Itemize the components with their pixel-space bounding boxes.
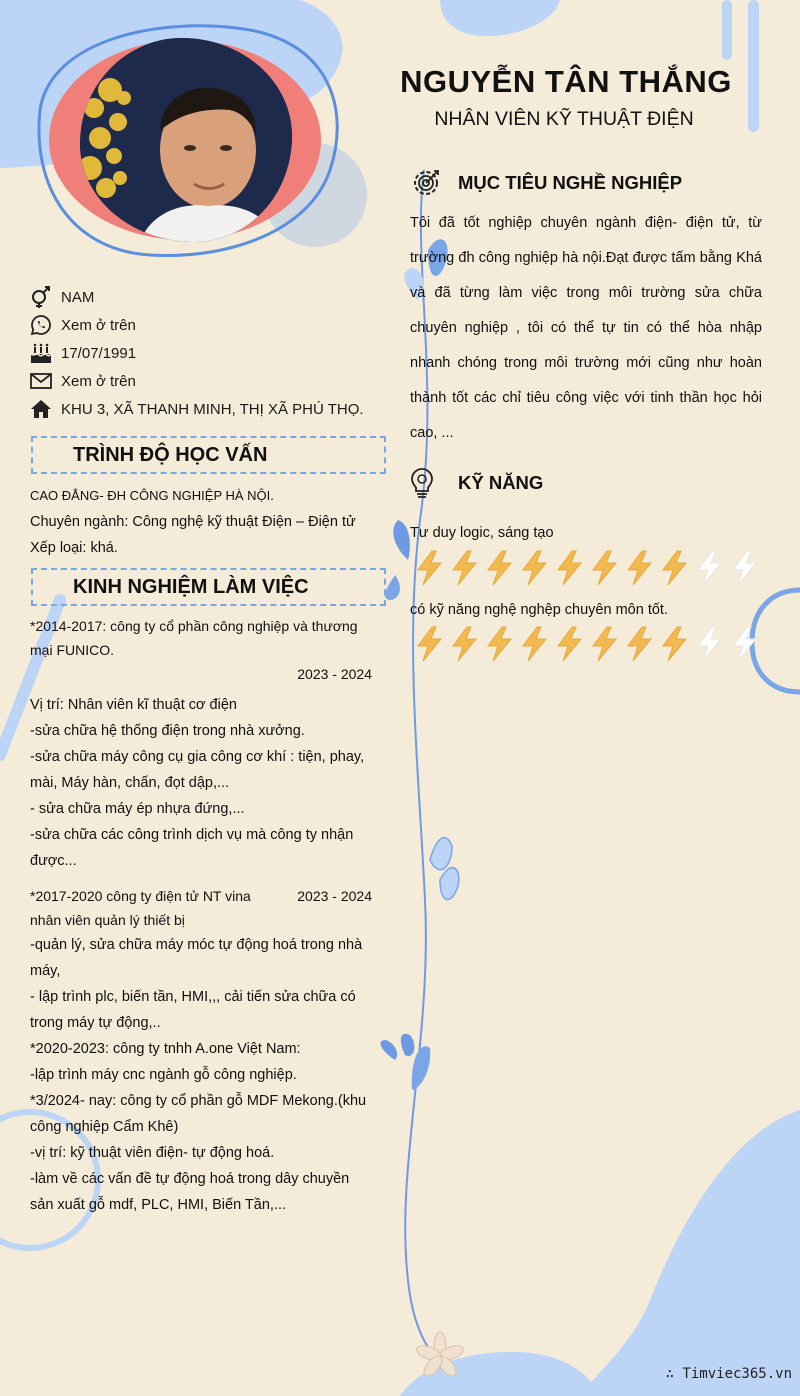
brand-watermark: ∴ Timviec365.vn [665,1366,792,1382]
bolt-empty-icon [727,624,762,664]
education-content [30,483,370,561]
experience-line: - lập trình plc, biến tần, HMI,,, cải tiến sửa chữa có trong máy tự động,.. [30,989,356,1031]
gender-icon [30,286,61,308]
bolt-filled-icon [587,624,622,664]
objective-title: MỤC TIÊU NGHỀ NGHIỆP [458,172,683,193]
bolt-filled-icon [517,624,552,664]
experience-line: *3/2024- nay: công ty cổ phần gỗ MDF Mekong.(khu công nghiệp Cẩm Khê) [30,1093,367,1135]
home-icon [30,398,61,420]
experience-line: -sửa chữa các công trình dịch vụ mà công ty nhận được... [30,827,354,869]
bolt-filled-icon [622,548,657,588]
experience-line: -lập trình máy cnc ngành gỗ công nghiệp. [30,1067,297,1083]
experience-line: -sửa chữa hệ thống điện trong nhà xưởng. [30,723,305,739]
skills-header [410,466,543,500]
email-value: Xem ở trên [61,372,136,390]
bolt-filled-icon [657,548,692,588]
skill-name: Tư duy logic, sáng tạo [410,525,554,541]
bolt-filled-icon [622,624,657,664]
contact-address [30,395,380,423]
education-major: Chuyên ngành: Công nghệ kỹ thuật Điện – Điện tử [30,514,356,530]
bolt-filled-icon [587,548,622,588]
contact-list [30,283,380,423]
experience-date: 2023 - 2024 [297,888,372,904]
experience-title: KINH NGHIỆM LÀM VIỆC [31,568,386,606]
experience-line: - sửa chữa máy ép nhựa đứng,... [30,801,245,817]
address-value: KHU 3, XÃ THANH MINH, THỊ XÃ PHÚ THỌ. [61,400,364,418]
bolt-filled-icon [552,548,587,588]
bolt-filled-icon [482,548,517,588]
education-title: TRÌNH ĐỘ HỌC VẤN [31,436,386,474]
bolt-filled-icon [517,548,552,588]
target-gear-icon [410,166,458,200]
experience-role: nhân viên quản lý thiết bị [30,912,185,928]
gender-value: NAM [61,288,95,306]
phone-value: Xem ở trên [61,316,136,334]
education-school: CAO ĐẲNG- ĐH CÔNG NGHIỆP HÀ NỘI. [30,488,274,503]
phone-icon [30,314,61,336]
experience-line: *2020-2023: công ty tnhh A.one Việt Nam: [30,1041,301,1057]
contact-birthday [30,339,380,367]
contact-email [30,367,380,395]
education-grade: Xếp loại: khá. [30,540,118,556]
experience-company: *2017-2020 công ty điện tử NT vina [30,888,251,904]
job-title: NHÂN VIÊN KỸ THUẬT ĐIỆN [434,108,694,130]
experience-line: -vị trí: kỹ thuật viên điện- tự động hoá. [30,1145,275,1161]
birthday-cake-icon [30,342,61,364]
bolt-filled-icon [412,624,447,664]
lightbulb-icon [410,466,458,500]
objective-header [410,166,682,200]
experience-line: -làm về các vấn đề tự động hoá trong dây chuyền sản xuất gỗ mdf, PLC, HMI, Biến Tần,... [30,1171,350,1213]
experience-content [30,614,372,1218]
bolt-empty-icon [727,548,762,588]
birthday-value: 17/07/1991 [61,344,137,362]
bolt-filled-icon [552,624,587,664]
profile-photo [80,38,292,242]
bolt-empty-icon [692,548,727,588]
bolt-filled-icon [447,548,482,588]
skill-rating [412,548,762,588]
bolt-filled-icon [447,624,482,664]
experience-line: -sửa chữa máy công cụ gia công cơ khí : tiện, phay, mài, Máy hàn, chấn, đọt dập,... [30,749,365,791]
candidate-name: NGUYỄN TÂN THẮNG [400,64,732,99]
contact-gender [30,283,380,311]
bolt-empty-icon [692,624,727,664]
skill-rating [412,624,762,664]
skill-name: có kỹ năng nghệ nghệp chuyên môn tốt. [410,602,668,618]
bolt-filled-icon [482,624,517,664]
envelope-icon [30,370,61,392]
experience-company: *2014-2017: công ty cổ phần công nghiệp và thương mại FUNICO. [30,618,358,658]
experience-date: 2023 - 2024 [297,666,372,682]
objective-text: Tôi đã tốt nghiệp chuyên ngành điện- điện tử, từ trường đh công nghiệp hà nội.Đạt được tấm bằng Khá và đã từng làm việc trong môi trường sửa chữa chuyên nghiệp , tôi có thể tự tin có thể hòa nhập nhanh chóng trong môi trường mới cũng như hoàn thành tốt các chỉ tiêu công việc với tinh thần học hỏi cao, ... [410,215,762,441]
bolt-filled-icon [412,548,447,588]
experience-line: -quản lý, sửa chữa máy móc tự động hoá trong nhà máy, [30,937,363,979]
experience-line: Vị trí: Nhân viên kĩ thuật cơ điện [30,697,237,713]
skills-title: KỸ NĂNG [458,472,544,493]
bolt-filled-icon [657,624,692,664]
contact-phone [30,311,380,339]
experience-company-row [30,884,372,908]
